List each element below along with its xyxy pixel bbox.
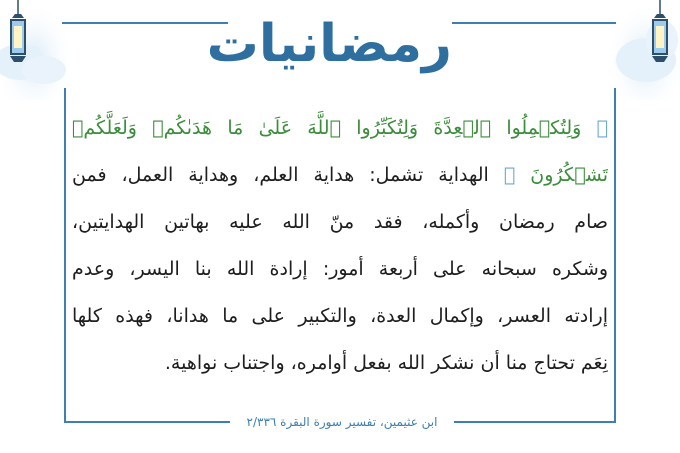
text-line-1 <box>72 108 608 155</box>
lantern-icon <box>612 0 680 100</box>
ayah-text-end: تَشۡكُرُونَ <box>530 164 608 186</box>
footer-divider-right <box>454 421 616 423</box>
frame-corner-left <box>64 408 66 423</box>
text-line-2 <box>72 155 608 202</box>
explanation-text: الهداية تشمل: هداية العلم، وهداية العمل، فمن <box>72 164 489 186</box>
text-line-5: إرادته العسر، وإكمال العدة، والتكبير على ما هدانا، فهذه كلها <box>72 305 608 327</box>
lantern-icon <box>0 0 68 100</box>
ayah-close-bracket: ﴾ <box>503 164 516 186</box>
quote-text <box>72 108 608 390</box>
source-credit: ابن عثيمين، تفسير سورة البقرة ٢/٣٣٦ <box>246 415 438 429</box>
footer-divider-left <box>64 421 230 423</box>
ayah-text: وَلِتُكۡمِلُوا ٱلۡعِدَّةَ وَلِتُكَبِّرُوا ٱللَّهَ عَلَىٰ مَا هَدَىٰكُمۡ وَلَعَلَّكُمۡ <box>72 117 582 139</box>
header-divider-left <box>62 22 228 24</box>
text-line-4: وشكره سبحانه على أربعة أمور: إرادة الله بنا اليسر، وعدم <box>72 258 608 280</box>
ayah-open-bracket: ﴿ <box>596 117 608 139</box>
text-line-3: صام رمضان وأكمله، فقد منّ الله عليه بهاتين الهدايتين، <box>72 211 608 233</box>
frame-corner-right <box>614 408 616 423</box>
page-title: رمضانيات <box>206 14 452 74</box>
text-line-6: نِعَم تحتاج منا أن نشكر الله بفعل أوامره، واجتناب نواهية. <box>164 352 608 374</box>
header-divider-right <box>452 22 616 24</box>
